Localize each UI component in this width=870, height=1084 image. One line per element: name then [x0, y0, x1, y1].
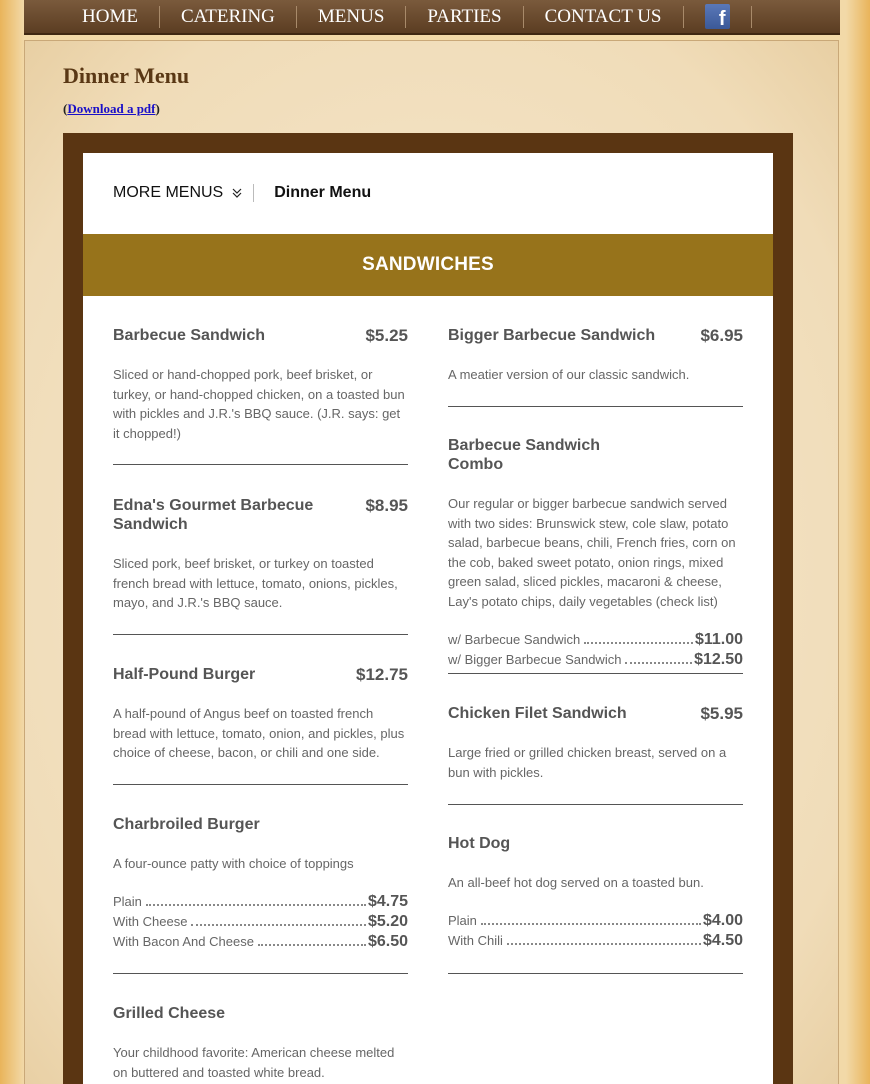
item-price: $5.95 — [700, 704, 743, 723]
menu-tabs — [113, 183, 371, 203]
page-title: Dinner Menu — [63, 63, 190, 88]
nav-parties[interactable]: PARTIES — [406, 6, 523, 28]
price-option: With Bacon And Cheese $6.50 — [113, 932, 408, 950]
menu-item — [448, 326, 743, 407]
item-name: Barbecue Sandwich Combo — [448, 437, 601, 473]
item-name: Edna's Gourmet Barbecue Sandwich — [113, 497, 314, 533]
menu-item — [113, 665, 408, 785]
item-price: $6.95 — [700, 326, 743, 345]
price-option: Plain $4.00 — [448, 911, 743, 929]
item-description: Your childhood favorite: American cheese melted on buttered and toasted white bread. — [113, 1045, 395, 1080]
price-options — [448, 630, 743, 670]
nav-contact-us[interactable]: CONTACT US — [524, 6, 684, 28]
menu-item — [113, 815, 408, 974]
price-options — [113, 892, 408, 952]
item-description: A meatier version of our classic sandwich. — [448, 367, 690, 382]
price-option: w/ Barbecue Sandwich $11.00 — [448, 630, 743, 648]
item-description: Large fried or grilled chicken breast, served on a bun with pickles. — [448, 745, 727, 780]
item-description: Our regular or bigger barbecue sandwich served with two sides: Brunswick stew, cole slaw, potato salad, barbecue beans, chili, French fries, corn on the cob, baked sweet potato, onion rings, mixed green salad, sliced pickles, macaroni & cheese, Lay's potato chips, daily vegetables (check list) — [448, 496, 736, 609]
item-name: Chicken Filet Sandwich — [448, 705, 627, 722]
price-option: w/ Bigger Barbecue Sandwich $12.50 — [448, 650, 743, 668]
item-description: Sliced or hand-chopped pork, beef brisket, or turkey, or hand-chopped chicken, on a toasted bun with pickles and J.R.'s BBQ sauce. (J.R. says: get it chopped!) — [113, 367, 405, 441]
item-price: $5.25 — [365, 326, 408, 345]
pdf-download-line: (Download a pdf) — [63, 101, 160, 116]
tab-dinner-menu[interactable]: Dinner Menu — [274, 184, 372, 201]
more-menus-dropdown[interactable]: MORE MENUS — [113, 184, 254, 202]
menu-item — [448, 436, 743, 674]
menu-item — [448, 834, 743, 974]
item-description: An all-beef hot dog served on a toasted bun. — [448, 875, 704, 890]
menu-frame — [63, 133, 793, 1084]
menu-card — [83, 153, 773, 1084]
menu-item — [113, 326, 408, 465]
menu-item — [113, 496, 408, 635]
menu-item — [448, 704, 743, 805]
nav-home[interactable]: HOME — [64, 6, 160, 28]
nav-catering[interactable]: CATERING — [160, 6, 297, 28]
price-option: With Chili $4.50 — [448, 931, 743, 949]
price-option: Plain $4.75 — [113, 892, 408, 910]
item-price: $12.75 — [356, 665, 408, 684]
item-name: Hot Dog — [448, 835, 511, 852]
item-description: Sliced pork, beef brisket, or turkey on toasted french bread with lettuce, tomato, onions, pickles, mayo, and J.R.'s BBQ sauce. — [113, 556, 398, 611]
item-description: A four-ounce patty with choice of toppings — [113, 856, 354, 871]
item-name: Bigger Barbecue Sandwich — [448, 327, 656, 344]
item-name: Grilled Cheese — [113, 1005, 226, 1022]
section-header-sandwiches: SANDWICHES — [83, 234, 773, 296]
item-name: Charbroiled Burger — [113, 816, 260, 833]
content-panel — [24, 40, 839, 1084]
item-name: Half-Pound Burger — [113, 666, 256, 683]
download-pdf-link[interactable]: Download a pdf — [67, 101, 156, 116]
price-options — [448, 911, 743, 951]
chevron-down-icon — [231, 187, 243, 199]
nav-menus[interactable]: MENUS — [297, 6, 407, 28]
item-description: A half-pound of Angus beef on toasted french bread with lettuce, tomato, onion, and pickles, plus choice of cheese, bacon, or chili and one side. — [113, 706, 405, 761]
top-navigation — [24, 0, 840, 35]
item-name: Barbecue Sandwich — [113, 327, 266, 344]
item-price: $8.95 — [365, 496, 408, 515]
nav-facebook[interactable] — [684, 6, 752, 28]
facebook-icon[interactable]: f — [705, 4, 730, 29]
price-option: With Cheese $5.20 — [113, 912, 408, 930]
menu-item — [113, 1004, 408, 1084]
